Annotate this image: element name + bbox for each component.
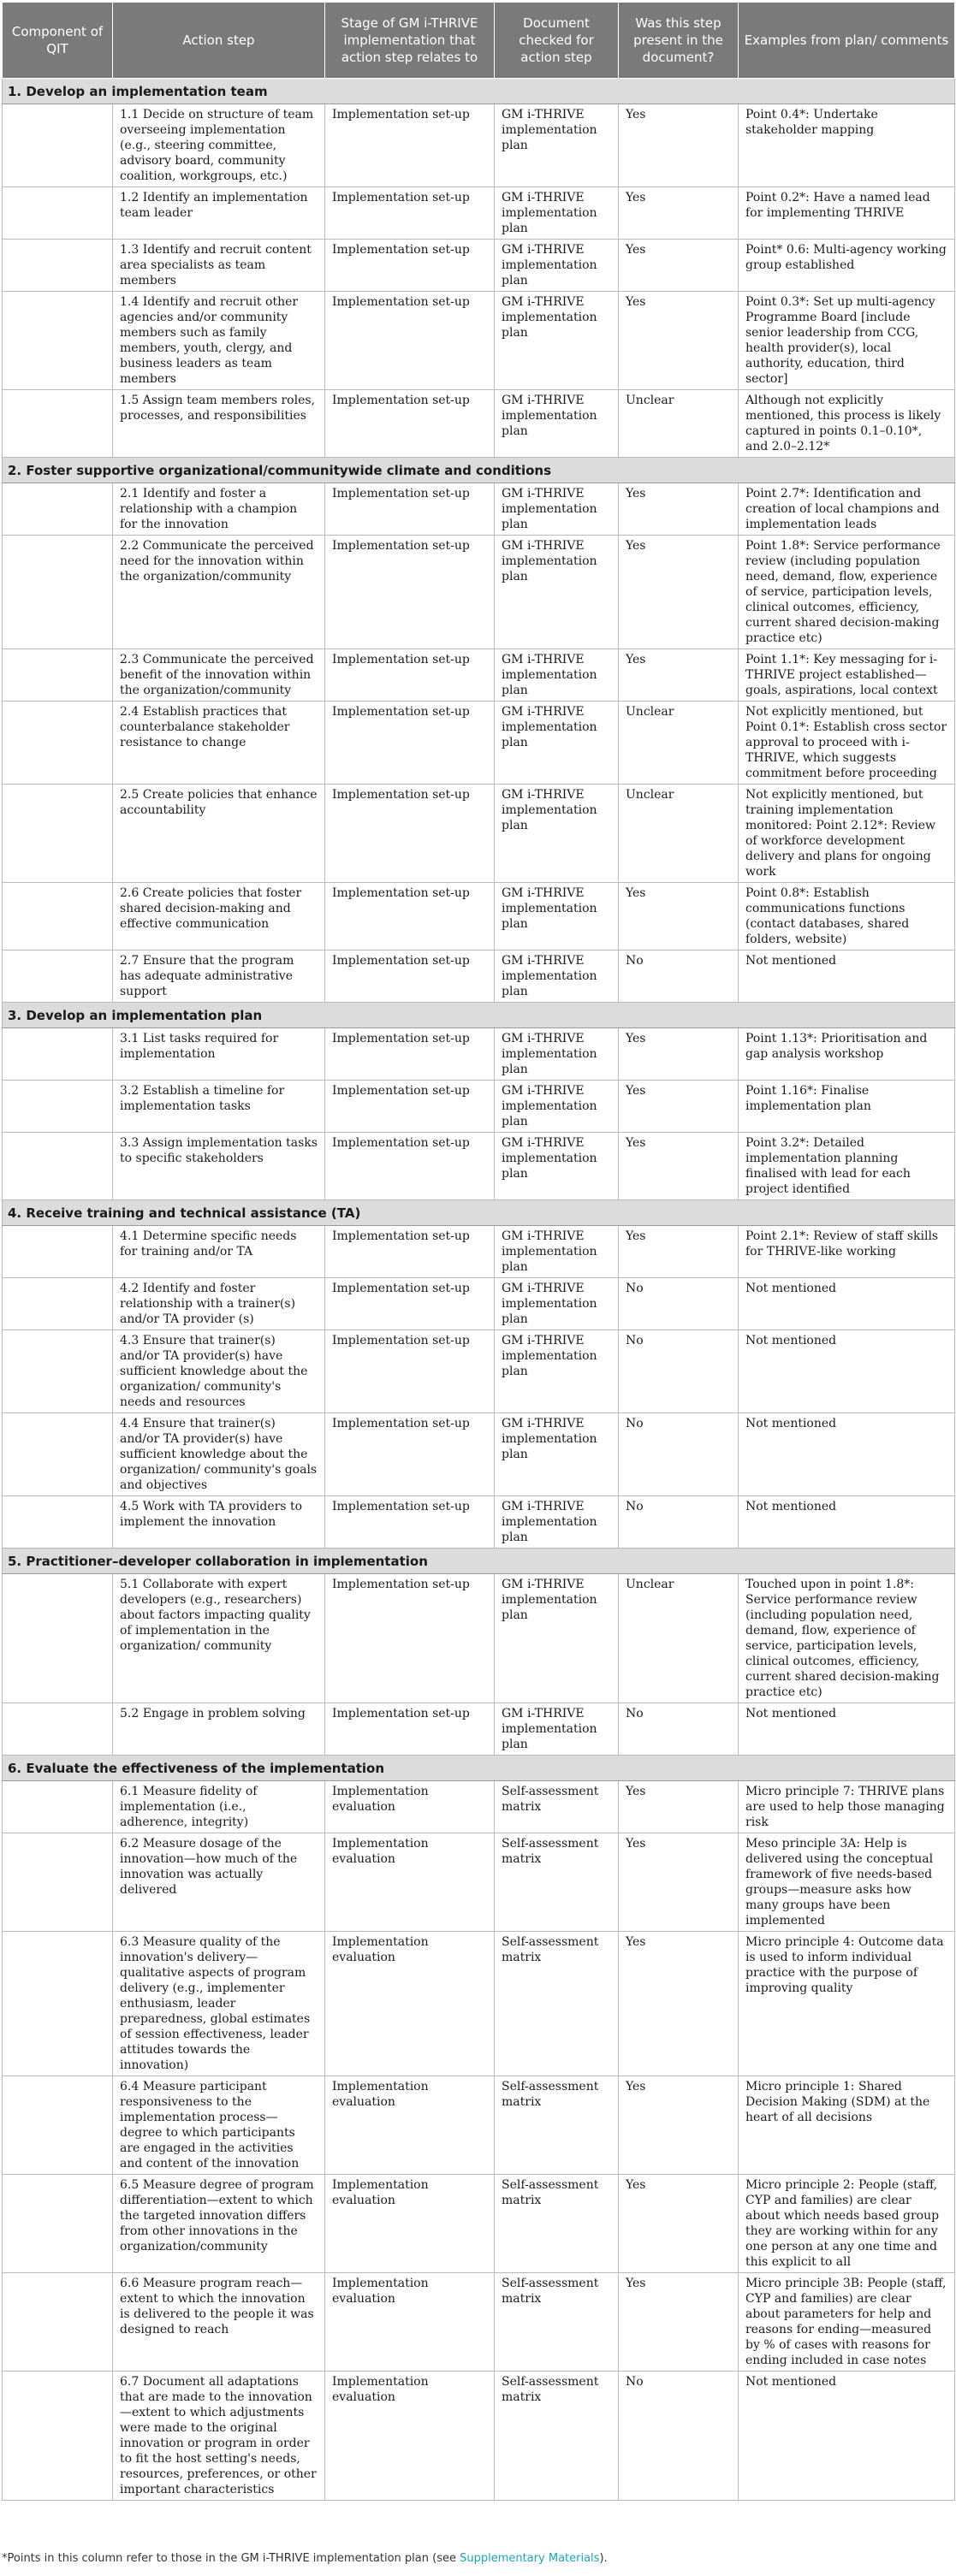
document-cell: GM i-THRIVE implementation plan [495, 1081, 619, 1133]
examples-cell: Not mentioned [739, 1330, 955, 1413]
action-step-cell: 3.1 List tasks required for implementation [113, 1028, 325, 1081]
examples-cell: Micro principle 3B: People (staff, CYP and families) are clear about parameters for help and reasons for ending—measured by % of cases with reasons for ending included in case notes [739, 2273, 955, 2372]
present-cell: Yes [619, 483, 739, 536]
table-row [3, 649, 955, 702]
component-cell [3, 2273, 113, 2372]
stage-cell: Implementation set-up [325, 536, 495, 649]
document-cell: GM i-THRIVE implementation plan [495, 1496, 619, 1549]
table-header [3, 3, 955, 79]
stage-cell: Implementation set-up [325, 1081, 495, 1133]
examples-cell: Point 1.1*: Key messaging for i-THRIVE project established—goals, aspirations, local context [739, 649, 955, 702]
action-step-cell: 6.3 Measure quality of the innovation's delivery—qualitative aspects of program delivery (e.g., implementer enthusiasm, leader preparedness, global estimates of session effectiveness, leader attitudes towards the innovation) [113, 1932, 325, 2076]
stage-cell: Implementation set-up [325, 1278, 495, 1330]
stage-cell: Implementation evaluation [325, 2273, 495, 2372]
present-cell: No [619, 1703, 739, 1756]
stage-cell: Implementation set-up [325, 1330, 495, 1413]
action-step-cell: 4.5 Work with TA providers to implement the innovation [113, 1496, 325, 1549]
examples-cell: Point 1.16*: Finalise implementation plan [739, 1081, 955, 1133]
action-step-cell: 4.3 Ensure that trainer(s) and/or TA provider(s) have sufficient knowledge about the organization/ community's needs and resources [113, 1330, 325, 1413]
table-row [3, 1932, 955, 2076]
document-cell: GM i-THRIVE implementation plan [495, 240, 619, 292]
component-cell [3, 2076, 113, 2175]
table-row [3, 785, 955, 883]
action-step-cell: 2.4 Establish practices that counterbalance stakeholder resistance to change [113, 702, 325, 785]
document-cell: Self-assessment matrix [495, 2273, 619, 2372]
document-cell: GM i-THRIVE implementation plan [495, 187, 619, 240]
stage-cell: Implementation set-up [325, 1413, 495, 1496]
action-step-cell: 5.2 Engage in problem solving [113, 1703, 325, 1756]
component-cell [3, 1574, 113, 1703]
present-cell: Yes [619, 2076, 739, 2175]
action-step-cell: 3.2 Establish a timeline for implementation tasks [113, 1081, 325, 1133]
stage-cell: Implementation set-up [325, 390, 495, 458]
examples-cell: Point* 0.6: Multi-agency working group established [739, 240, 955, 292]
table-row [3, 390, 955, 458]
header-action-step: Action step [113, 3, 325, 79]
section-title: 6. Evaluate the effectiveness of the implementation [3, 1756, 955, 1781]
component-cell [3, 390, 113, 458]
header-stage: Stage of GM i-THRIVE implementation that action step relates to [325, 3, 495, 79]
component-cell [3, 702, 113, 785]
stage-cell: Implementation set-up [325, 240, 495, 292]
stage-cell: Implementation set-up [325, 1028, 495, 1081]
action-step-cell: 2.6 Create policies that foster shared decision-making and effective communication [113, 883, 325, 950]
action-step-cell: 2.2 Communicate the perceived need for the innovation within the organization/community [113, 536, 325, 649]
table-row [3, 1413, 955, 1496]
table-row [3, 292, 955, 390]
present-cell: Yes [619, 649, 739, 702]
table-row [3, 2175, 955, 2273]
component-cell [3, 187, 113, 240]
header-examples: Examples from plan/ comments [739, 3, 955, 79]
component-cell [3, 1278, 113, 1330]
present-cell: Yes [619, 292, 739, 390]
document-cell: GM i-THRIVE implementation plan [495, 390, 619, 458]
table-row [3, 702, 955, 785]
action-step-cell: 6.4 Measure participant responsiveness to the implementation process—degree to which participants are engaged in the activities and content of the innovation [113, 2076, 325, 2175]
document-cell: GM i-THRIVE implementation plan [495, 483, 619, 536]
component-cell [3, 104, 113, 187]
component-cell [3, 2175, 113, 2273]
action-step-cell: 2.3 Communicate the perceived benefit of the innovation within the organization/community [113, 649, 325, 702]
present-cell: Yes [619, 240, 739, 292]
table-row [3, 187, 955, 240]
footnote [2, 2551, 954, 2567]
section-row [3, 1003, 955, 1028]
examples-cell: Micro principle 1: Shared Decision Making (SDM) at the heart of all decisions [739, 2076, 955, 2175]
document-cell: Self-assessment matrix [495, 2175, 619, 2273]
present-cell: No [619, 1496, 739, 1549]
present-cell: Yes [619, 104, 739, 187]
action-step-cell: 4.4 Ensure that trainer(s) and/or TA provider(s) have sufficient knowledge about the organization/ community's goals and objectives [113, 1413, 325, 1496]
table-row [3, 1278, 955, 1330]
stage-cell: Implementation set-up [325, 292, 495, 390]
stage-cell: Implementation set-up [325, 785, 495, 883]
action-step-cell: 4.1 Determine specific needs for training and/or TA [113, 1226, 325, 1278]
table-row [3, 1703, 955, 1756]
present-cell: Yes [619, 1133, 739, 1200]
document-cell: GM i-THRIVE implementation plan [495, 104, 619, 187]
examples-cell: Point 2.1*: Review of staff skills for THRIVE-like working [739, 1226, 955, 1278]
examples-cell: Point 3.2*: Detailed implementation planning finalised with lead for each project identified [739, 1133, 955, 1200]
present-cell: Yes [619, 1781, 739, 1833]
present-cell: No [619, 1330, 739, 1413]
footnote-text: *Points in this column refer to those in the GM i-THRIVE implementation plan (see [2, 2552, 460, 2565]
examples-cell: Point 0.4*: Undertake stakeholder mapping [739, 104, 955, 187]
table-row [3, 1781, 955, 1833]
component-cell [3, 483, 113, 536]
stage-cell: Implementation evaluation [325, 2175, 495, 2273]
document-cell: GM i-THRIVE implementation plan [495, 1028, 619, 1081]
document-cell: GM i-THRIVE implementation plan [495, 1226, 619, 1278]
table-row [3, 2372, 955, 2501]
examples-cell: Not mentioned [739, 2372, 955, 2501]
examples-cell: Point 0.8*: Establish communications functions (contact databases, shared folders, website) [739, 883, 955, 950]
document-cell: GM i-THRIVE implementation plan [495, 649, 619, 702]
table-row [3, 1226, 955, 1278]
examples-cell: Micro principle 2: People (staff, CYP and families) are clear about which needs based group they are working within for any one person at any one time and this explicit to all [739, 2175, 955, 2273]
header-present: Was this step present in the document? [619, 3, 739, 79]
present-cell: Yes [619, 536, 739, 649]
present-cell: Unclear [619, 785, 739, 883]
action-step-cell: 1.4 Identify and recruit other agencies and/or community members such as family members, youth, clergy, and business leaders as team members [113, 292, 325, 390]
stage-cell: Implementation set-up [325, 1703, 495, 1756]
section-row [3, 1200, 955, 1226]
examples-cell: Point 1.13*: Prioritisation and gap analysis workshop [739, 1028, 955, 1081]
stage-cell: Implementation set-up [325, 1226, 495, 1278]
stage-cell: Implementation set-up [325, 483, 495, 536]
component-cell [3, 292, 113, 390]
table-row [3, 240, 955, 292]
action-step-cell: 2.1 Identify and foster a relationship with a champion for the innovation [113, 483, 325, 536]
table-row [3, 1028, 955, 1081]
action-step-cell: 6.7 Document all adaptations that are made to the innovation—extent to which adjustments were made to the original innovation or program in order to fit the host setting's needs, resources, preferences, or other important characteristics [113, 2372, 325, 2501]
document-cell: GM i-THRIVE implementation plan [495, 1133, 619, 1200]
component-cell [3, 240, 113, 292]
table-row [3, 950, 955, 1003]
stage-cell: Implementation set-up [325, 1574, 495, 1703]
stage-cell: Implementation evaluation [325, 2076, 495, 2175]
section-row [3, 79, 955, 104]
present-cell: Yes [619, 1028, 739, 1081]
component-cell [3, 1496, 113, 1549]
action-step-cell: 1.1 Decide on structure of team overseeing implementation (e.g., steering committee, advisory board, community coalition, workgroups, etc.) [113, 104, 325, 187]
table-row [3, 104, 955, 187]
document-cell: Self-assessment matrix [495, 2372, 619, 2501]
stage-cell: Implementation evaluation [325, 1781, 495, 1833]
component-cell [3, 1703, 113, 1756]
section-row [3, 1549, 955, 1574]
examples-cell: Not mentioned [739, 1496, 955, 1549]
stage-cell: Implementation set-up [325, 1133, 495, 1200]
document-cell: GM i-THRIVE implementation plan [495, 1330, 619, 1413]
section-title: 2. Foster supportive organizational/communitywide climate and conditions [3, 458, 955, 483]
supplementary-materials-link[interactable]: Supplementary Materials [460, 2552, 600, 2565]
qit-table [2, 2, 955, 2501]
component-cell [3, 1226, 113, 1278]
action-step-cell: 6.6 Measure program reach—extent to which the innovation is delivered to the people it was designed to reach [113, 2273, 325, 2372]
present-cell: Yes [619, 1226, 739, 1278]
present-cell: No [619, 950, 739, 1003]
component-cell [3, 1133, 113, 1200]
document-cell: GM i-THRIVE implementation plan [495, 1703, 619, 1756]
present-cell: No [619, 2372, 739, 2501]
present-cell: Yes [619, 1081, 739, 1133]
examples-cell: Micro principle 7: THRIVE plans are used to help those managing risk [739, 1781, 955, 1833]
examples-cell: Point 1.8*: Service performance review (including population need, demand, flow, experience of service, participation levels, clinical outcomes, efficiency, current shared decision-making practice etc) [739, 536, 955, 649]
document-cell: GM i-THRIVE implementation plan [495, 883, 619, 950]
component-cell [3, 785, 113, 883]
document-cell: GM i-THRIVE implementation plan [495, 536, 619, 649]
table-row [3, 1833, 955, 1932]
action-step-cell: 2.5 Create policies that enhance accountability [113, 785, 325, 883]
document-cell: Self-assessment matrix [495, 1833, 619, 1932]
table-row [3, 2076, 955, 2175]
document-cell: GM i-THRIVE implementation plan [495, 785, 619, 883]
table-body [3, 79, 955, 2501]
component-cell [3, 1932, 113, 2076]
examples-cell: Not explicitly mentioned, but Point 0.1*: Establish cross sector approval to proceed with i-THRIVE, which suggests commitment before proceeding [739, 702, 955, 785]
present-cell: Yes [619, 1833, 739, 1932]
examples-cell: Touched upon in point 1.8*: Service performance review (including population need, demand, flow, experience of service, participation levels, clinical outcomes, efficiency, current shared decision-making practice etc) [739, 1574, 955, 1703]
present-cell: No [619, 1413, 739, 1496]
examples-cell: Meso principle 3A: Help is delivered using the conceptual framework of five needs-based groups—measure asks how many groups have been implemented [739, 1833, 955, 1932]
action-step-cell: 6.1 Measure fidelity of implementation (i.e., adherence, integrity) [113, 1781, 325, 1833]
component-cell [3, 1081, 113, 1133]
component-cell [3, 1330, 113, 1413]
document-cell: GM i-THRIVE implementation plan [495, 292, 619, 390]
document-cell: GM i-THRIVE implementation plan [495, 1574, 619, 1703]
present-cell: Unclear [619, 702, 739, 785]
table-row [3, 1133, 955, 1200]
action-step-cell: 2.7 Ensure that the program has adequate administrative support [113, 950, 325, 1003]
action-step-cell: 1.2 Identify an implementation team leader [113, 187, 325, 240]
examples-cell: Not mentioned [739, 1703, 955, 1756]
document-cell: Self-assessment matrix [495, 1932, 619, 2076]
present-cell: Unclear [619, 390, 739, 458]
examples-cell: Point 0.2*: Have a named lead for implementing THRIVE [739, 187, 955, 240]
present-cell: Yes [619, 883, 739, 950]
table-row [3, 1081, 955, 1133]
section-title: 1. Develop an implementation team [3, 79, 955, 104]
present-cell: Yes [619, 2273, 739, 2372]
examples-cell: Not mentioned [739, 1413, 955, 1496]
stage-cell: Implementation set-up [325, 883, 495, 950]
table-row [3, 536, 955, 649]
stage-cell: Implementation set-up [325, 104, 495, 187]
examples-cell: Micro principle 4: Outcome data is used to inform individual practice with the purpose of improving quality [739, 1932, 955, 2076]
action-step-cell: 1.3 Identify and recruit content area specialists as team members [113, 240, 325, 292]
section-title: 5. Practitioner–developer collaboration in implementation [3, 1549, 955, 1574]
examples-cell: Not mentioned [739, 950, 955, 1003]
document-cell: GM i-THRIVE implementation plan [495, 950, 619, 1003]
stage-cell: Implementation evaluation [325, 1932, 495, 2076]
component-cell [3, 1833, 113, 1932]
document-cell: GM i-THRIVE implementation plan [495, 1278, 619, 1330]
present-cell: Yes [619, 187, 739, 240]
stage-cell: Implementation evaluation [325, 1833, 495, 1932]
stage-cell: Implementation evaluation [325, 2372, 495, 2501]
action-step-cell: 5.1 Collaborate with expert developers (e.g., researchers) about factors impacting quality of implementation in the organization/ community [113, 1574, 325, 1703]
table-row [3, 1574, 955, 1703]
section-title: 3. Develop an implementation plan [3, 1003, 955, 1028]
stage-cell: Implementation set-up [325, 950, 495, 1003]
stage-cell: Implementation set-up [325, 187, 495, 240]
present-cell: Yes [619, 1932, 739, 2076]
component-cell [3, 2372, 113, 2501]
stage-cell: Implementation set-up [325, 702, 495, 785]
header-component: Component of QIT [3, 3, 113, 79]
table-row [3, 1496, 955, 1549]
document-cell: Self-assessment matrix [495, 1781, 619, 1833]
action-step-cell: 6.2 Measure dosage of the innovation—how much of the innovation was actually delivered [113, 1833, 325, 1932]
header-row [3, 3, 955, 79]
present-cell: Yes [619, 2175, 739, 2273]
footnote-end: ). [599, 2552, 608, 2565]
present-cell: No [619, 1278, 739, 1330]
table-row [3, 483, 955, 536]
table-row [3, 1330, 955, 1413]
document-cell: GM i-THRIVE implementation plan [495, 702, 619, 785]
header-document: Document checked for action step [495, 3, 619, 79]
examples-cell: Not mentioned [739, 1278, 955, 1330]
section-title: 4. Receive training and technical assistance (TA) [3, 1200, 955, 1226]
document-cell: GM i-THRIVE implementation plan [495, 1413, 619, 1496]
component-cell [3, 1028, 113, 1081]
examples-cell: Not explicitly mentioned, but training implementation monitored: Point 2.12*: Review of workforce development delivery and plans for ongoing work [739, 785, 955, 883]
table-row [3, 883, 955, 950]
examples-cell: Point 2.7*: Identification and creation of local champions and implementation leads [739, 483, 955, 536]
present-cell: Unclear [619, 1574, 739, 1703]
component-cell [3, 1781, 113, 1833]
component-cell [3, 950, 113, 1003]
section-row [3, 458, 955, 483]
section-row [3, 1756, 955, 1781]
document-cell: Self-assessment matrix [495, 2076, 619, 2175]
component-cell [3, 536, 113, 649]
examples-cell: Although not explicitly mentioned, this process is likely captured in points 0.1–0.10*, and 2.0–2.12* [739, 390, 955, 458]
action-step-cell: 1.5 Assign team members roles, processes, and responsibilities [113, 390, 325, 458]
examples-cell: Point 0.3*: Set up multi-agency Programme Board [include senior leadership from CCG, health provider(s), local authority, education, third sector] [739, 292, 955, 390]
action-step-cell: 3.3 Assign implementation tasks to specific stakeholders [113, 1133, 325, 1200]
component-cell [3, 1413, 113, 1496]
table-row [3, 2273, 955, 2372]
component-cell [3, 883, 113, 950]
action-step-cell: 4.2 Identify and foster relationship with a trainer(s) and/or TA provider (s) [113, 1278, 325, 1330]
action-step-cell: 6.5 Measure degree of program differentiation—extent to which the targeted innovation differs from other innovations in the organization/community [113, 2175, 325, 2273]
stage-cell: Implementation set-up [325, 649, 495, 702]
stage-cell: Implementation set-up [325, 1496, 495, 1549]
component-cell [3, 649, 113, 702]
